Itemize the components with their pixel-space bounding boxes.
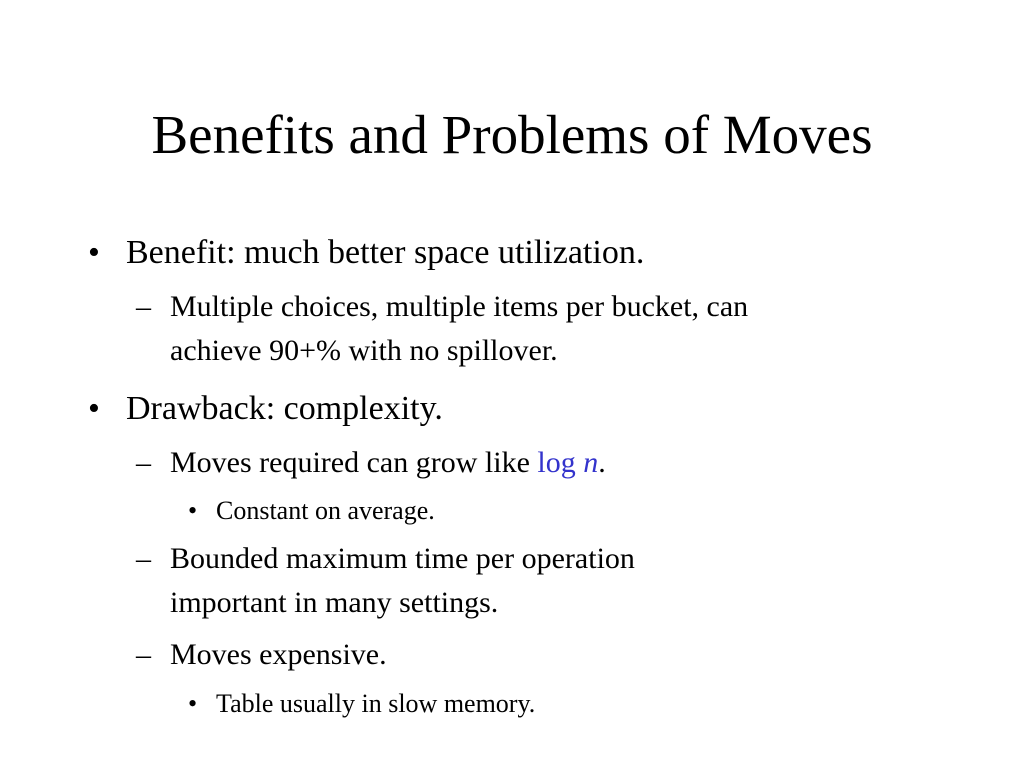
sub-moves-required-prefix: Moves required can grow like — [170, 446, 538, 479]
sub-moves-required-suffix: . — [598, 446, 606, 479]
log-n-highlight — [537, 446, 598, 479]
sub-bounded-time-line-2: important in many settings. — [170, 586, 499, 619]
bullet-benefit: Benefit: much better space utilization. — [126, 234, 645, 271]
subsub-constant-on-average: Constant on average. — [216, 496, 435, 525]
subsub-table-slow-memory: Table usually in slow memory. — [216, 689, 536, 718]
sub-moves-required — [170, 445, 606, 481]
dash-marker: – — [136, 638, 151, 671]
sub-multiple-choices-line-1: Multiple choices, multiple items per bucket, can — [170, 290, 749, 323]
bullet-drawback: Drawback: complexity. — [126, 390, 443, 427]
dash-marker: – — [136, 290, 151, 323]
sub-moves-expensive: Moves expensive. — [170, 638, 387, 671]
dash-marker: – — [136, 542, 151, 575]
n-text: n — [583, 446, 599, 479]
slide-title: Benefits and Problems of Moves — [151, 104, 873, 165]
sub-bounded-time-line-1: Bounded maximum time per operation — [170, 542, 635, 575]
bullet-marker: • — [88, 390, 100, 427]
sub-multiple-choices-line-2: achieve 90+% with no spillover. — [170, 334, 558, 367]
log-text: log — [537, 446, 584, 479]
bullet-marker: • — [88, 234, 100, 271]
bullet-marker: • — [188, 496, 198, 525]
dash-marker: – — [136, 446, 151, 479]
bullet-marker: • — [188, 689, 198, 718]
